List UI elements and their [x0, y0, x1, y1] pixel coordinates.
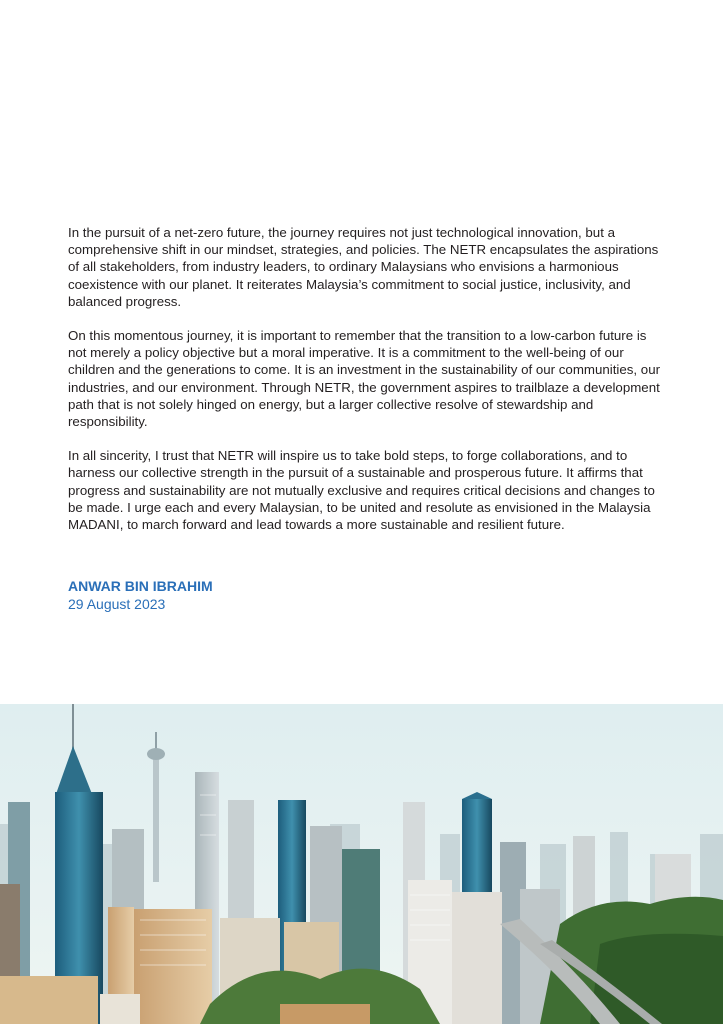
paragraph-3: In all sincerity, I trust that NETR will inspire us to take bold steps, to forge collaborations, and to harness our collective strength in the pursuit of a sustainable and prosperous future. It affirms that progress and sustainability are not mutually exclusive and requires critical decisions and changes to be made. I urge each and every Malaysian, to be united and resolute as envisioned in the Malaysia MADANI, to march forward and lead towards a more sustainable and resilient future. — [68, 448, 655, 533]
signature-date: 29 August 2023 — [68, 596, 166, 612]
paragraph-1: In the pursuit of a net-zero future, the journey requires not just technological innovation, but a comprehensive shift in our mindset, strategies, and policies. The NETR encapsulates the aspirations of all stakeholders, from industry leaders, to ordinary Malaysians who envisions a harmonious coexistence with our planet. It reiterates Malaysia’s commitment to social justice, inclusivity, and balanced progress. — [68, 225, 659, 309]
signatory-name: ANWAR BIN IBRAHIM — [68, 578, 213, 594]
letter-body — [68, 224, 668, 550]
city-skyline-photo — [0, 704, 723, 1024]
signature-block — [68, 577, 213, 613]
paragraph-2: On this momentous journey, it is important to remember that the transition to a low-carbon future is not merely a policy objective but a moral imperative. It is a commitment to the well-being of our children and the generations to come. It is an investment in the sustainability of our communities, our industries, and our environment. Through NETR, the government aspires to trailblaze a development path that is not solely hinged on energy, but a larger collective resolve of stewardship and responsibility. — [68, 328, 661, 430]
